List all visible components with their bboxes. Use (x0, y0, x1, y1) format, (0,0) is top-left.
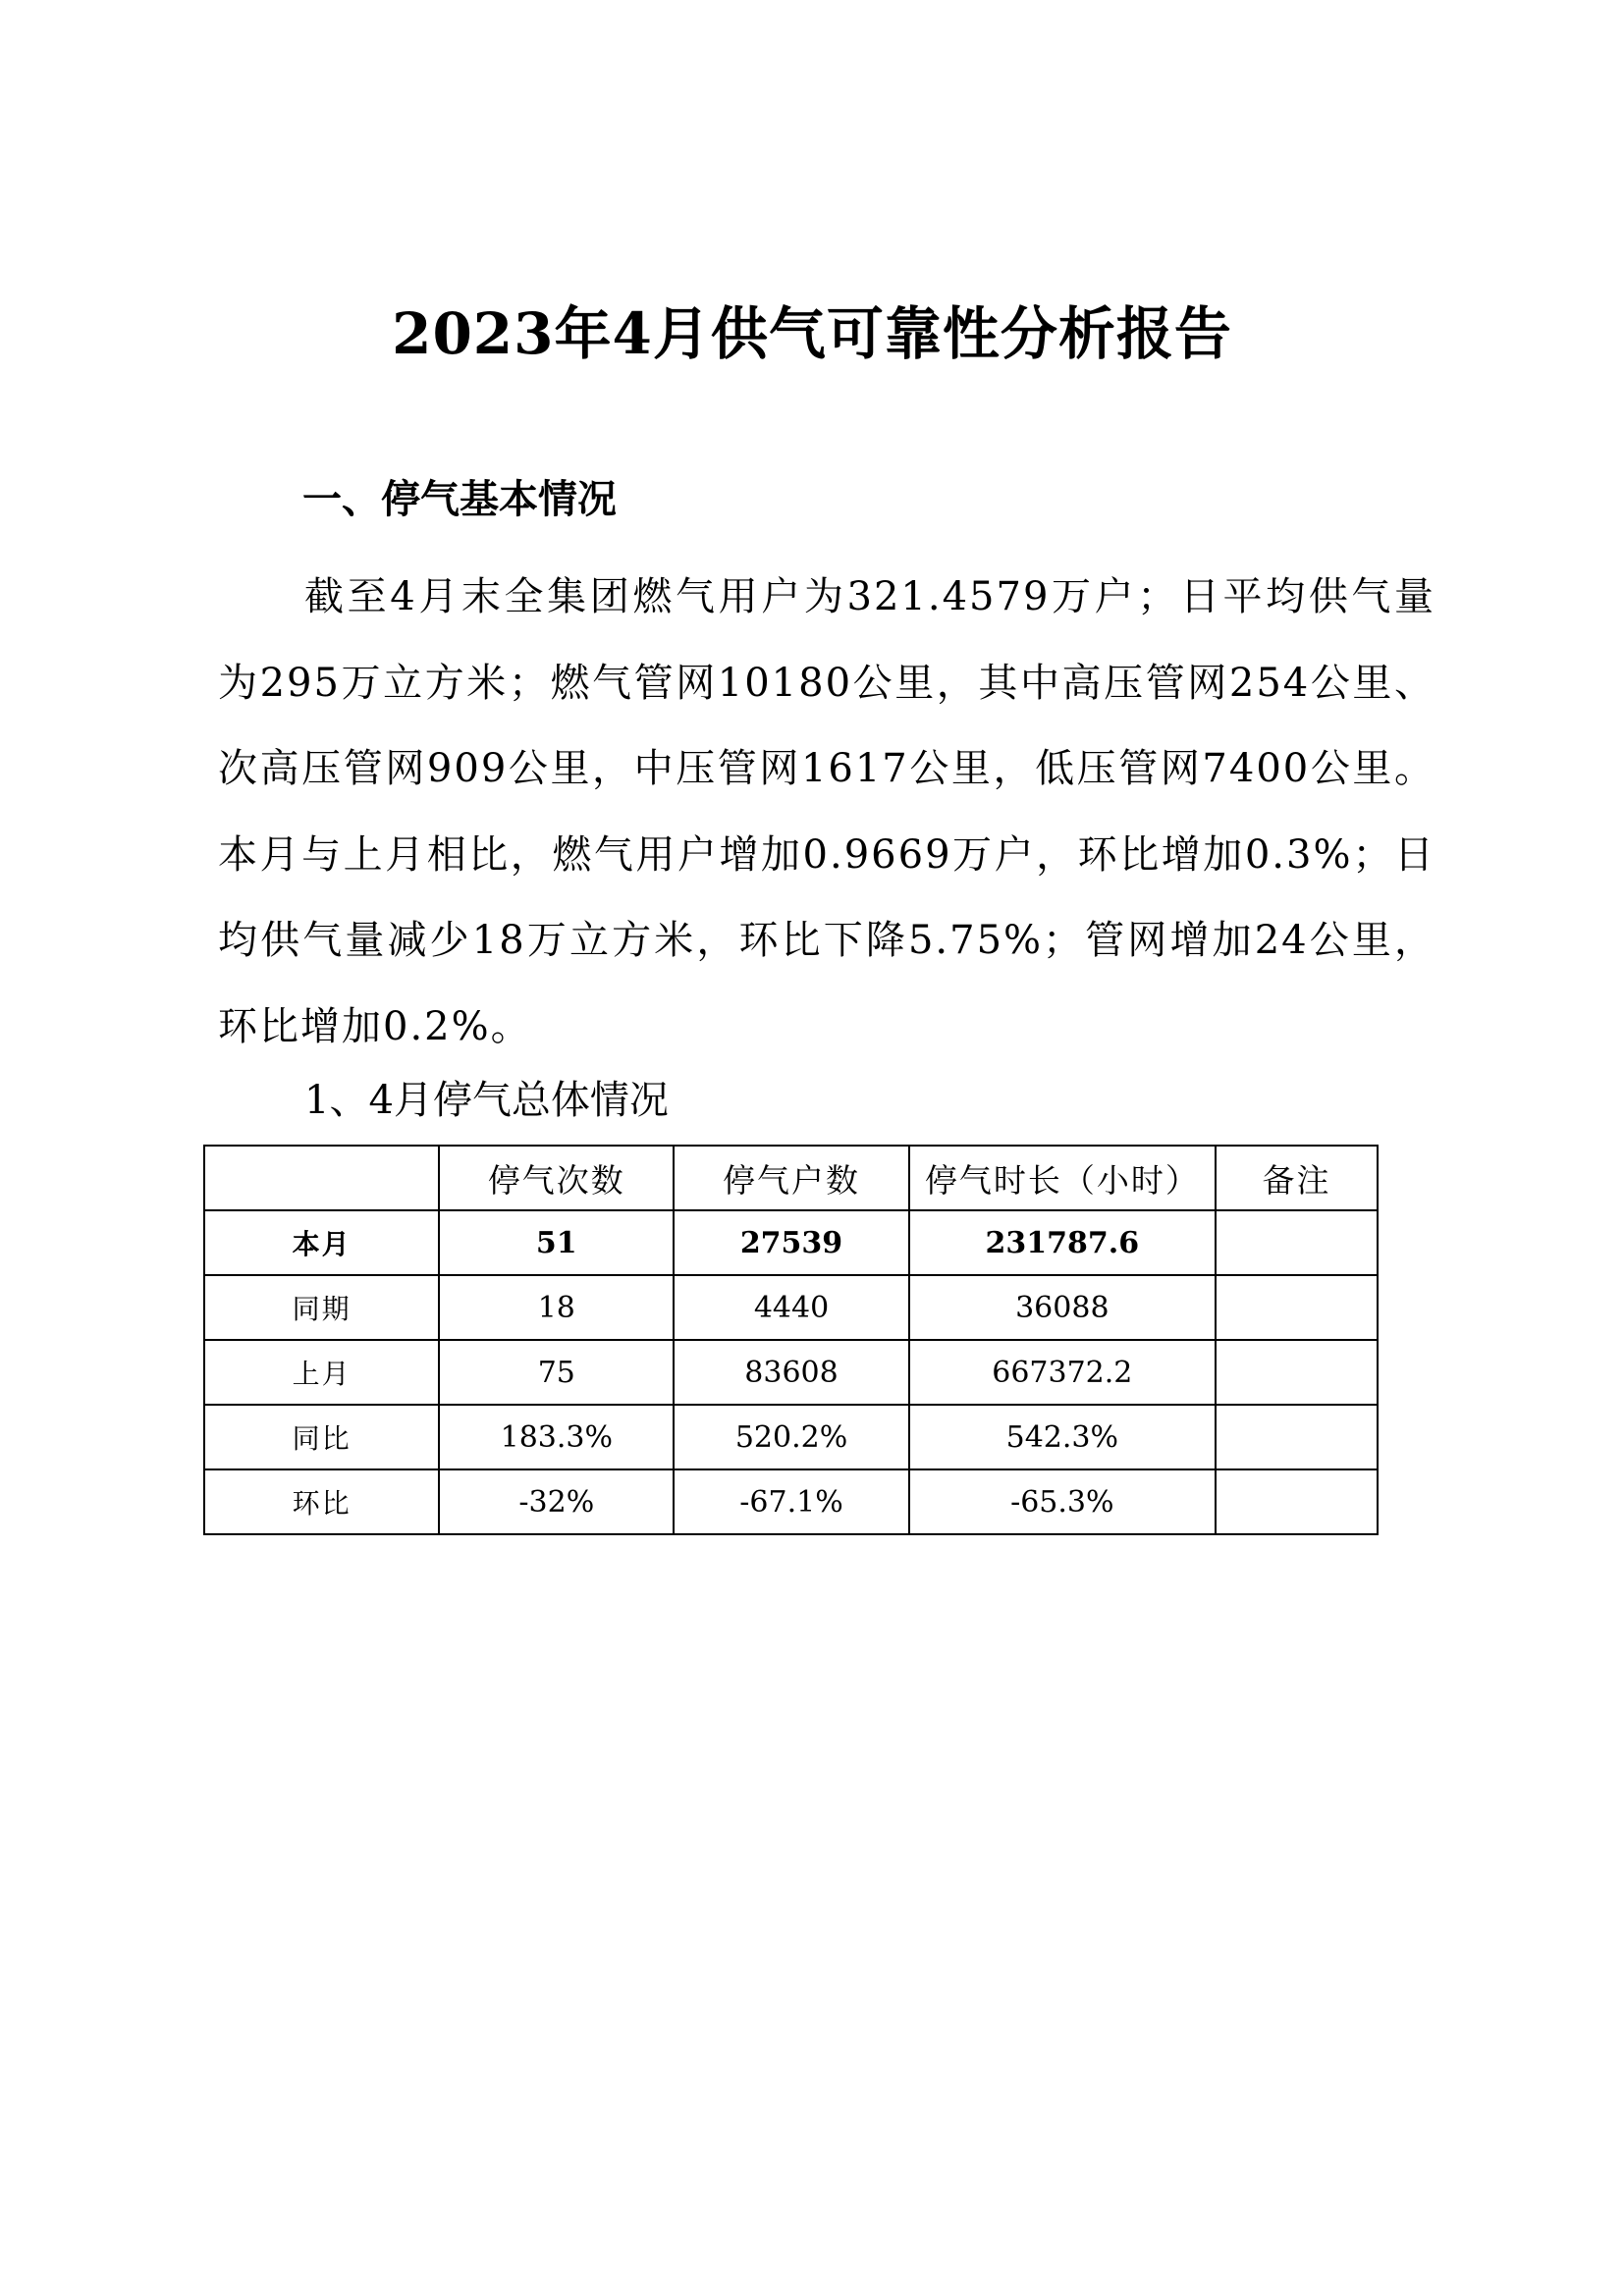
outage-count-cell: 75 (439, 1340, 674, 1405)
table-row (204, 1275, 1378, 1340)
outage-hours-cell: -65.3% (909, 1469, 1216, 1534)
header-cell-affected-households: 停气户数 (674, 1146, 908, 1210)
outage-count-cell: 18 (439, 1275, 674, 1340)
body-paragraph: 截至4月末全集团燃气用户为321.4579万户；日平均供气量为295万立方米；燃气管网10180公里，其中高压管网254公里、次高压管网909公里，中压管网1617公里，低压管网7400公里。本月与上月相比，燃气用户增加0.9669万户，环比增加0.3%；日均供气量减少18万立方米，环比下降5.75%；管网增加24公里，环比增加0.2%。 (218, 574, 1435, 1049)
remarks-cell (1216, 1275, 1378, 1340)
row-label-cell: 同期 (204, 1275, 439, 1340)
table-header-row (204, 1146, 1378, 1210)
row-label-cell: 环比 (204, 1469, 439, 1534)
table-row (204, 1210, 1378, 1275)
outage-summary-table (203, 1145, 1379, 1535)
affected-households-cell: 4440 (674, 1275, 908, 1340)
row-label-cell: 本月 (204, 1210, 439, 1275)
outage-count-cell: -32% (439, 1469, 674, 1534)
outage-count-cell: 183.3% (439, 1405, 674, 1469)
table-row (204, 1340, 1378, 1405)
outage-hours-cell: 542.3% (909, 1405, 1216, 1469)
outage-hours-cell: 231787.6 (909, 1210, 1216, 1275)
outage-count-cell: 51 (439, 1210, 674, 1275)
header-cell-outage-hours: 停气时长（小时） (909, 1146, 1216, 1210)
report-title: 2023年4月供气可靠性分析报告 (392, 300, 1232, 367)
section-heading: 一、停气基本情况 (302, 477, 617, 522)
affected-households-cell: 83608 (674, 1340, 908, 1405)
row-label-cell: 同比 (204, 1405, 439, 1469)
table-caption: 1、4月停气总体情况 (304, 1078, 669, 1123)
table-body (204, 1210, 1378, 1534)
table-row (204, 1469, 1378, 1534)
remarks-cell (1216, 1210, 1378, 1275)
affected-households-cell: 520.2% (674, 1405, 908, 1469)
affected-households-cell: -67.1% (674, 1469, 908, 1534)
remarks-cell (1216, 1340, 1378, 1405)
table-row (204, 1405, 1378, 1469)
outage-hours-cell: 36088 (909, 1275, 1216, 1340)
remarks-cell (1216, 1469, 1378, 1534)
affected-households-cell: 27539 (674, 1210, 908, 1275)
header-cell-outage-count: 停气次数 (439, 1146, 674, 1210)
outage-hours-cell: 667372.2 (909, 1340, 1216, 1405)
header-cell-corner (204, 1146, 439, 1210)
header-cell-remarks: 备注 (1216, 1146, 1378, 1210)
remarks-cell (1216, 1405, 1378, 1469)
row-label-cell: 上月 (204, 1340, 439, 1405)
